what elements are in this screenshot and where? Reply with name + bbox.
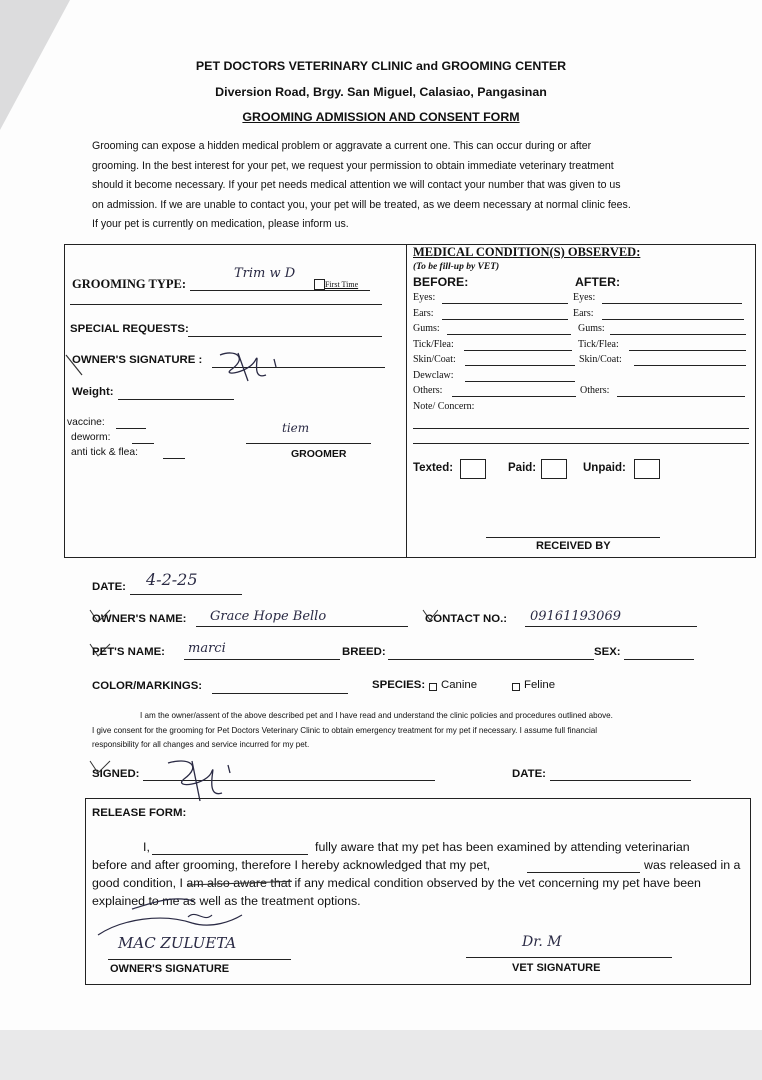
consent-line-1: I am the owner/assent of the above described pet and I have read and understand the clinic policies and procedures outlined above. <box>140 711 613 720</box>
after-eyes-label: Eyes: <box>573 292 596 303</box>
deworm-line <box>132 443 154 444</box>
before-ears-label: Ears: <box>413 308 434 319</box>
before-eyes-line <box>442 303 568 304</box>
release-form-title: RELEASE FORM: <box>92 807 187 819</box>
owner-signature-scribble <box>60 345 290 385</box>
release-owner-name-line <box>152 854 308 855</box>
consent-line-2: I give consent for the grooming for Pet Doctors Veterinary Clinic to obtain emergency treatment for my pet if necessary. I assume full financial <box>92 726 598 735</box>
pet-name-line <box>184 659 340 660</box>
release-owner-signature-line <box>108 959 291 960</box>
paid-checkbox[interactable] <box>541 459 567 479</box>
release-line-3: good condition, I am also aware that if any medical condition observed by the vet concerning my pet have been <box>92 876 701 890</box>
received-by-line <box>486 537 660 538</box>
release-line-2-start: before and after grooming, therefore I hereby acknowledged that my pet, <box>92 858 491 872</box>
groomer-line <box>246 443 371 444</box>
special-requests-line <box>188 336 382 337</box>
release-line-1-start: I, <box>143 840 150 854</box>
groomer-value: tiem <box>282 421 310 435</box>
intro-line-4: on admission. If we are unable to contact you, your pet will be treated, as we deem necessary at normal clinic fees. <box>92 198 631 211</box>
unpaid-label: Unpaid: <box>583 462 626 474</box>
pet-name-value: marci <box>188 641 226 656</box>
sex-line <box>624 659 694 660</box>
vaccine-line <box>116 428 146 429</box>
anti-tick-line <box>163 458 185 459</box>
date-value: 4-2-25 <box>146 570 198 589</box>
before-skin-line <box>465 365 575 366</box>
grooming-type-label: GROOMING TYPE: <box>72 277 187 291</box>
before-ears-line <box>442 319 568 320</box>
feline-checkbox[interactable] <box>512 683 520 691</box>
breed-label: BREED: <box>342 646 386 658</box>
owner-name-label: OWNER'S NAME: <box>92 613 187 625</box>
grooming-type-second-line <box>70 304 382 305</box>
before-skin-label: Skin/Coat: <box>413 354 456 365</box>
intro-line-2: grooming. In the best interest for your pet, we request your permission to obtain immediate veterinary treatment <box>92 159 614 172</box>
special-requests-label: SPECIAL REQUESTS: <box>70 323 189 335</box>
release-line-1-end: fully aware that my pet has been examined by attending veterinarian <box>315 840 690 854</box>
groomer-label: GROOMER <box>291 448 347 460</box>
after-others-label: Others: <box>580 385 610 396</box>
vet-handwritten: Dr. M <box>522 934 562 950</box>
intro-line-5: If your pet is currently on medication, please inform us. <box>92 218 349 230</box>
anti-tick-label: anti tick & flea: <box>71 447 138 458</box>
deworm-label: deworm: <box>71 432 111 443</box>
after-skin-line <box>634 365 746 366</box>
after-ears-label: Ears: <box>573 308 594 319</box>
canine-checkbox[interactable] <box>429 683 437 691</box>
date-label: DATE: <box>92 581 126 593</box>
after-ears-line <box>602 319 744 320</box>
intro-paragraph <box>92 137 698 235</box>
consent-date-label: DATE: <box>512 768 546 780</box>
after-eyes-line <box>602 303 742 304</box>
texted-checkbox[interactable] <box>460 459 486 479</box>
vaccine-label: vaccine: <box>67 417 105 428</box>
release-pet-name-line <box>527 872 640 873</box>
note-line-2 <box>413 443 749 444</box>
owner-signature-label: OWNER'S SIGNATURE : <box>72 354 203 366</box>
note-line-1 <box>413 428 749 429</box>
pet-name-label: PET'S NAME: <box>92 646 165 658</box>
texted-label: Texted: <box>413 462 454 474</box>
after-tick-line <box>629 350 746 351</box>
consent-date-line <box>550 780 691 781</box>
after-gums-label: Gums: <box>578 323 605 334</box>
vet-signature-line <box>466 957 672 958</box>
feline-label: Feline <box>524 679 556 691</box>
species-label: SPECIES: <box>372 679 426 691</box>
intro-line-3: should it become necessary. If your pet needs medical attention we will contact your number that was given to us <box>92 179 621 191</box>
clinic-address: Diversion Road, Brgy. San Miguel, Calasiao, Pangasinan <box>215 85 547 99</box>
grooming-type-line <box>190 290 370 291</box>
before-others-label: Others: <box>413 385 443 396</box>
note-concern-label: Note/ Concern: <box>413 401 475 412</box>
before-gums-line <box>447 334 571 335</box>
after-others-line <box>617 396 745 397</box>
consent-line-3: responsibility for all changes and service incurred for my pet. <box>92 740 310 749</box>
before-others-line <box>452 396 576 397</box>
before-eyes-label: Eyes: <box>413 292 436 303</box>
sex-label: SEX: <box>594 646 621 658</box>
before-tick-label: Tick/Flea: <box>413 339 454 350</box>
signed-label: SIGNED: <box>92 768 140 780</box>
date-line <box>130 594 242 595</box>
vet-signature-label: VET SIGNATURE <box>512 962 601 974</box>
first-time-label: First Time <box>325 280 359 289</box>
contact-no-value: 09161193069 <box>530 609 621 624</box>
paid-label: Paid: <box>508 462 537 474</box>
medical-title: MEDICAL CONDITION(S) OBSERVED: <box>413 245 641 259</box>
first-time-checkbox[interactable] <box>314 279 325 290</box>
intro-line-1: Grooming can expose a hidden medical problem or aggravate a current one. This can occur during or after <box>92 140 592 152</box>
release-line-4: explained to me as well as the treatment options. <box>92 894 361 908</box>
weight-label: Weight: <box>72 386 114 398</box>
after-skin-label: Skin/Coat: <box>579 354 622 365</box>
after-gums-line <box>610 334 746 335</box>
canine-label: Canine <box>441 679 478 691</box>
contact-no-line <box>525 626 697 627</box>
before-gums-label: Gums: <box>413 323 440 334</box>
column-divider <box>406 244 407 557</box>
after-label: AFTER: <box>575 275 621 289</box>
release-line-2-end: was released in a <box>644 858 741 872</box>
color-markings-line <box>212 693 348 694</box>
after-tick-label: Tick/Flea: <box>578 339 619 350</box>
received-by-label: RECEIVED BY <box>536 540 611 552</box>
unpaid-checkbox[interactable] <box>634 459 660 479</box>
before-dewclaw-line <box>465 381 575 382</box>
clinic-name: PET DOCTORS VETERINARY CLINIC and GROOMING CENTER <box>195 59 567 73</box>
before-tick-line <box>464 350 572 351</box>
owner-name-value: Grace Hope Bello <box>210 609 327 624</box>
medical-subtitle: (To be fill-up by VET) <box>413 262 500 272</box>
release-owner-signature-label: OWNER'S SIGNATURE <box>110 963 230 975</box>
release-owner-name-handwritten: MAC ZULUETA <box>118 934 237 952</box>
form-title: GROOMING ADMISSION AND CONSENT FORM <box>242 110 520 124</box>
weight-line <box>118 399 234 400</box>
breed-line <box>388 659 594 660</box>
before-label: BEFORE: <box>413 275 469 289</box>
before-dewclaw-label: Dewclaw: <box>413 370 454 381</box>
contact-no-label: CONTACT NO.: <box>425 613 508 625</box>
grooming-type-value: Trim w D <box>234 266 296 281</box>
color-markings-label: COLOR/MARKINGS: <box>92 680 203 692</box>
